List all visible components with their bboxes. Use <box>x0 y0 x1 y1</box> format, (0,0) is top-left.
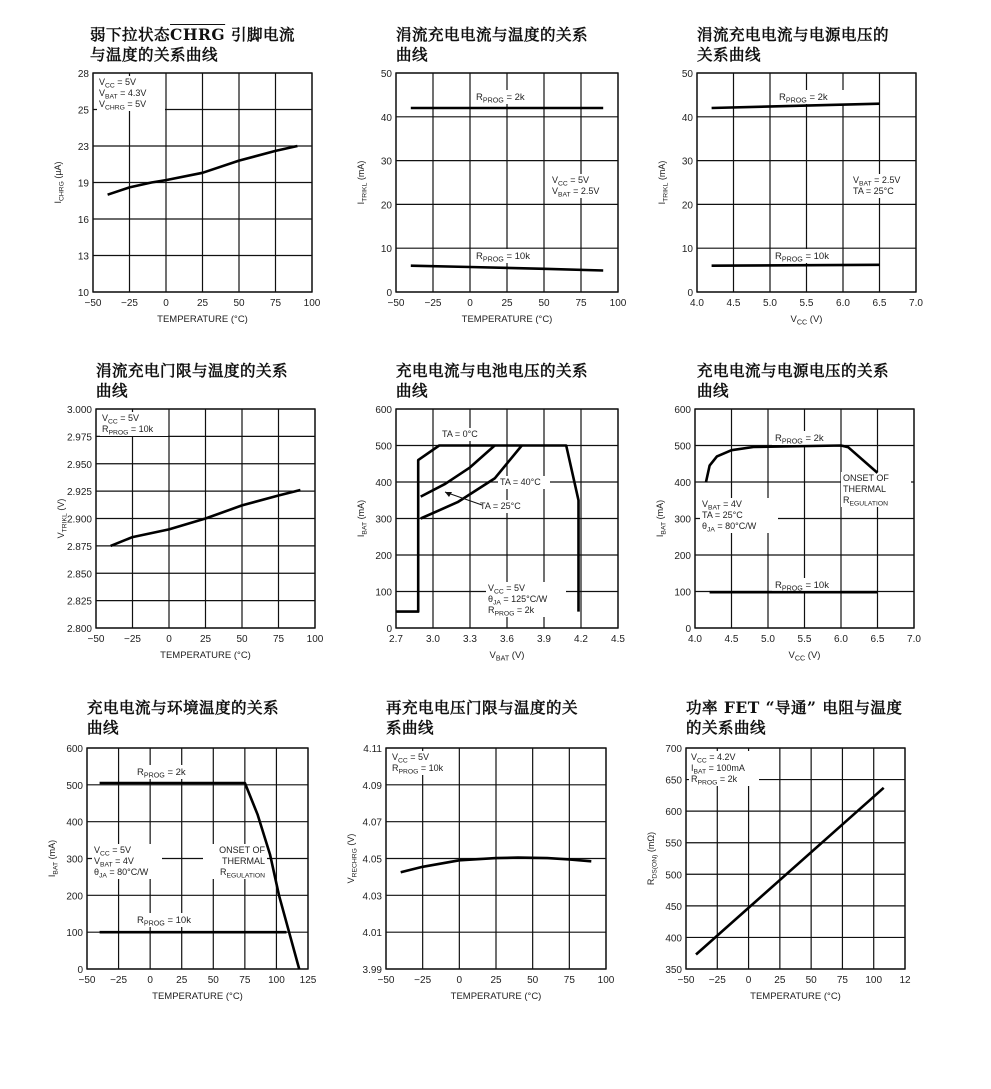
x-tick-label: 75 <box>575 298 587 309</box>
title-part: 弱下拉状态 <box>90 25 171 44</box>
annotation-text: $V_{BAT} = 2.5V$ <box>552 186 600 199</box>
title-part: 曲线 <box>396 45 429 64</box>
x-tick-label: 100 <box>865 975 883 986</box>
y-tick-label: 25 <box>77 105 89 117</box>
x-tick-label: 0 <box>147 975 153 986</box>
y-tick-label: 100 <box>674 587 691 599</box>
y-tick-label: 16 <box>77 215 89 226</box>
title-part: 系曲线 <box>386 718 435 737</box>
x-tick-label: 3.3 <box>463 634 477 645</box>
y-tick-label: 3.000 <box>66 405 92 416</box>
x-tick-label: 7.0 <box>909 298 923 309</box>
y-axis-label <box>346 834 359 884</box>
title-part: 曲线 <box>697 381 730 400</box>
x-tick-label: −50 <box>87 634 105 645</box>
title-part: 曲线 <box>96 381 129 400</box>
chart-c1 <box>53 69 321 325</box>
y-tick-label: 19 <box>77 178 89 190</box>
x-tick-label: 2.7 <box>389 634 403 645</box>
annotation-text: $\theta_{JA} = 80^\circ C/W$ <box>94 867 149 880</box>
series-label: $R_{PROG} = 2k$ <box>137 767 186 780</box>
y-tick-label: 30 <box>380 156 392 168</box>
x-tick-label: 4.5 <box>726 298 741 309</box>
y-tick-label: 400 <box>66 817 83 829</box>
y-tick-label: 10 <box>681 244 693 256</box>
x-tick-label: 100 <box>609 298 627 309</box>
annotation-text: $V_{BAT} = 4V$ <box>702 499 742 512</box>
series-label: $R_{PROG} = 2k$ <box>476 92 525 105</box>
x-tick-label: 5.0 <box>763 298 777 309</box>
annotation-text: $R_{PROG} = 2k$ <box>691 774 738 787</box>
y-tick-label: 20 <box>380 200 392 212</box>
y-tick-label: 2.825 <box>66 596 92 608</box>
y-tick-label: 0 <box>77 965 83 976</box>
y-tick-label: 50 <box>681 69 693 80</box>
x-tick-label: 3.6 <box>500 634 514 645</box>
annotation-text: THERMAL <box>843 484 887 494</box>
annotation-text: $V_{BAT} = 2.5V$ <box>853 175 901 188</box>
annotation-text: TA = 25°C <box>853 186 894 196</box>
annotation-text: TA = 40°C <box>500 477 541 487</box>
title-part: 的关系曲线 <box>686 718 767 737</box>
annotation-text: $R_{PROG} = 10k$ <box>392 763 444 776</box>
series-label: $R_{PROG} = 10k$ <box>137 915 191 928</box>
y-tick-label: 2.800 <box>66 624 92 635</box>
x-tick-label: 0 <box>467 298 473 309</box>
x-axis-label: $V_{BAT}$ (V) <box>489 650 525 663</box>
title-part: 充电电流与环境温度的关系 <box>87 698 280 717</box>
x-axis-label: TEMPERATURE (°C) <box>160 650 251 661</box>
svg-text:IBAT (mA): $I_{BAT}$ (mA) <box>655 499 668 538</box>
x-tick-label: −50 <box>377 975 395 986</box>
chart-c9 <box>646 744 911 1002</box>
x-tick-label: 75 <box>269 298 282 309</box>
series-label: $R_{PROG} = 2k$ <box>779 92 828 105</box>
y-tick-label: 0 <box>685 624 691 635</box>
annotation-text: $V_{BAT} = 4.3V$ <box>99 88 147 101</box>
annotation-text: $\theta_{JA} = 125^\circ C/W$ <box>488 594 548 607</box>
y-tick-label: 500 <box>665 870 682 882</box>
chart-c6 <box>655 405 921 663</box>
y-tick-label: 200 <box>66 891 83 903</box>
series-label: $R_{PROG} = 10k$ <box>775 580 829 593</box>
y-tick-label: 650 <box>665 775 682 787</box>
x-tick-label: −50 <box>677 975 695 986</box>
y-tick-label: 4.07 <box>362 817 382 829</box>
y-tick-label: 0 <box>386 624 392 635</box>
x-tick-label: 4.0 <box>690 298 704 309</box>
y-tick-label: 700 <box>665 744 682 755</box>
annotation-text: ONSET OF <box>219 845 265 855</box>
x-tick-label: 3.0 <box>426 634 440 645</box>
annotation-text: THERMAL <box>221 856 265 866</box>
y-axis-label <box>655 500 668 537</box>
annotation-text: $V_{CC} = 5V$ <box>99 77 137 90</box>
data-series-line <box>421 446 495 497</box>
svg-text:ICHRG (µA): $I_{CHRG}$ (µA) <box>53 161 66 204</box>
y-tick-label: 2.925 <box>66 487 92 499</box>
data-series-line <box>696 788 884 955</box>
y-axis-label <box>53 161 66 203</box>
y-tick-label: 400 <box>665 933 682 945</box>
y-axis-label <box>646 832 659 885</box>
svg-text:IBAT (mA): $I_{BAT}$ (mA) <box>356 499 369 538</box>
x-tick-label: 75 <box>239 975 251 986</box>
y-tick-label: 2.975 <box>66 432 92 444</box>
y-axis-label <box>56 499 69 539</box>
y-tick-label: 0 <box>386 288 392 299</box>
title-part: 充电电流与电源电压的关系 <box>697 361 890 380</box>
x-tick-label: 100 <box>306 634 324 645</box>
y-tick-label: 400 <box>674 478 691 489</box>
y-tick-label: 40 <box>681 112 693 124</box>
x-axis-label: TEMPERATURE (°C) <box>152 991 243 1002</box>
x-axis-label: TEMPERATURE (°C) <box>450 991 542 1002</box>
x-tick-label: 50 <box>805 975 817 986</box>
x-tick-label: 25 <box>774 975 786 986</box>
series-label: $R_{PROG} = 10k$ <box>476 251 530 264</box>
x-tick-label: −50 <box>84 298 102 309</box>
x-tick-label: 3.9 <box>537 634 551 645</box>
y-tick-label: 500 <box>674 441 691 453</box>
x-tick-label: 25 <box>490 975 502 986</box>
y-tick-label: 300 <box>674 514 691 526</box>
annotation-text: $I_{BAT} = 100mA$ <box>691 763 745 776</box>
title-part: 曲线 <box>87 718 120 737</box>
x-tick-label: 50 <box>236 634 248 645</box>
y-axis-label <box>356 161 369 205</box>
y-tick-label: 600 <box>66 744 83 755</box>
x-tick-label: −50 <box>78 975 96 986</box>
y-tick-label: 3.99 <box>362 965 382 976</box>
x-tick-label: 50 <box>207 975 219 986</box>
chart-c7 <box>47 744 317 1002</box>
title-part: 功率 FET “导通” 电阻与温度 <box>686 698 903 717</box>
svg-text:VRECHRG (V): $V_{RECHRG}$ (V) <box>346 833 359 884</box>
y-tick-label: 4.05 <box>362 854 382 866</box>
data-series-line <box>712 265 880 266</box>
chart-c8 <box>346 744 615 1002</box>
x-tick-label: 4.5 <box>611 634 625 645</box>
series-label: $R_{PROG} = 10k$ <box>775 251 829 264</box>
x-tick-label: 0 <box>745 975 752 986</box>
x-tick-label: −25 <box>110 975 128 986</box>
x-tick-label: −25 <box>424 298 442 309</box>
series-label: $R_{PROG} = 2k$ <box>775 433 824 446</box>
y-tick-label: 500 <box>66 780 83 792</box>
x-tick-label: 25 <box>176 975 188 986</box>
x-tick-label: 100 <box>597 975 615 986</box>
x-axis-label: $V_{CC}$ (V) <box>788 650 821 663</box>
annotation-text: TA = 25°C <box>480 501 521 511</box>
x-tick-label: 75 <box>836 975 848 986</box>
x-tick-label: 6.5 <box>872 298 887 309</box>
svg-text:ITRIKL (mA): $I_{TRIKL}$ (mA) <box>356 160 369 205</box>
y-tick-label: 20 <box>681 200 693 212</box>
x-tick-label: 0 <box>456 975 463 986</box>
x-tick-label: 125 <box>299 975 317 986</box>
x-tick-label: 6.0 <box>834 634 848 645</box>
x-tick-label: 75 <box>563 975 575 986</box>
title-part: 涓流充电门限与温度的关系 <box>96 361 289 380</box>
x-tick-label: 4.5 <box>724 634 739 645</box>
y-tick-label: 13 <box>77 251 89 263</box>
annotation-text: $R_{EGULATION}$ <box>843 495 889 508</box>
y-tick-label: 4.11 <box>363 744 382 755</box>
x-axis-label: TEMPERATURE (°C) <box>157 314 248 325</box>
annotation-text: TA = 25°C <box>702 510 743 520</box>
y-tick-label: 200 <box>375 551 392 562</box>
annotation-text: TA = 0°C <box>442 429 478 439</box>
y-tick-label: 100 <box>66 928 83 940</box>
title-part: 曲线 <box>396 381 429 400</box>
y-tick-label: 550 <box>665 838 682 850</box>
annotation-text: $R_{PROG} = 2k$ <box>488 605 535 618</box>
x-tick-label: 5.5 <box>799 298 814 309</box>
x-tick-label: 100 <box>268 975 285 986</box>
x-tick-label: 5.5 <box>797 634 812 645</box>
title-part: 关系曲线 <box>697 45 762 64</box>
x-tick-label: −25 <box>708 975 726 986</box>
y-tick-label: 4.09 <box>362 780 382 792</box>
y-tick-label: 300 <box>375 514 392 526</box>
annotation-text: $V_{BAT} = 4V$ <box>94 856 134 869</box>
x-tick-label: 25 <box>199 634 212 645</box>
y-tick-label: 4.03 <box>362 891 382 903</box>
chart-c4 <box>56 405 324 661</box>
annotation-text: ONSET OF <box>843 473 889 483</box>
y-tick-label: 600 <box>665 807 682 819</box>
chart-c5 <box>356 405 625 663</box>
title-part: 涓流充电电流与电源电压的 <box>697 25 890 44</box>
x-tick-label: 4.2 <box>574 634 588 645</box>
y-tick-label: 350 <box>665 965 682 976</box>
y-tick-label: 2.875 <box>66 541 92 553</box>
y-tick-label: 600 <box>674 405 691 416</box>
annotation-text: $V_{CC} = 5V$ <box>102 413 140 426</box>
y-tick-label: 500 <box>375 441 392 453</box>
y-tick-label: 40 <box>380 112 392 124</box>
annotation-text: $\theta_{JA} = 80^\circ C/W$ <box>702 521 757 534</box>
annotation-text: $V_{CC} = 5V$ <box>488 583 526 596</box>
title-part: 与温度的关系曲线 <box>90 45 219 64</box>
annotation-text: $V_{CC} = 4.2V$ <box>691 752 736 765</box>
svg-text:VTRIKL (V): $V_{TRIKL}$ (V) <box>56 498 69 539</box>
x-tick-label: 5.0 <box>761 634 775 645</box>
y-axis-label <box>657 161 670 205</box>
x-tick-label: 50 <box>233 298 245 309</box>
annotation-text: $V_{CC} = 5V$ <box>552 175 590 188</box>
y-tick-label: 300 <box>66 854 83 866</box>
y-tick-label: 50 <box>380 69 392 80</box>
x-tick-label: 7.0 <box>907 634 921 645</box>
svg-text:ITRIKL (mA): $I_{TRIKL}$ (mA) <box>657 160 670 205</box>
y-axis-label <box>356 500 369 537</box>
svg-text:IBAT (mA): $I_{BAT}$ (mA) <box>47 839 60 878</box>
x-tick-label: 0 <box>163 298 169 309</box>
x-axis-label: TEMPERATURE (°C) <box>461 314 553 325</box>
y-tick-label: 450 <box>665 901 682 913</box>
y-tick-label: 0 <box>687 288 693 299</box>
annotation-text: $R_{PROG} = 10k$ <box>102 424 154 437</box>
x-tick-label: 75 <box>272 634 285 645</box>
y-tick-label: 28 <box>77 69 89 80</box>
x-tick-label: 6.5 <box>870 634 885 645</box>
x-tick-label: 12 <box>899 975 911 986</box>
x-tick-label: −25 <box>121 298 138 309</box>
x-tick-label: 50 <box>527 975 539 986</box>
y-axis-label <box>47 840 60 877</box>
y-tick-label: 600 <box>375 405 392 416</box>
title-part: 充电电流与电池电压的关系 <box>396 361 589 380</box>
chart-c2 <box>356 69 627 325</box>
y-tick-label: 10 <box>380 244 392 256</box>
x-tick-label: 0 <box>166 634 172 645</box>
y-tick-label: 10 <box>77 288 89 299</box>
x-tick-label: 25 <box>196 298 209 309</box>
title-part: 再充电电压门限与温度的关 <box>386 698 579 717</box>
x-axis-label: $V_{CC}$ (V) <box>790 314 823 327</box>
annotation-text: $V_{CC} = 5V$ <box>94 845 132 858</box>
y-tick-label: 30 <box>681 156 693 168</box>
y-tick-label: 100 <box>375 587 392 599</box>
y-tick-label: 4.01 <box>362 928 382 940</box>
annotation-text: $V_{CHRG} = 5V$ <box>99 99 147 112</box>
svg-text:RDS(ON) (mΩ): $R_{DS(ON)}$ (mΩ) <box>646 831 659 886</box>
annotation-text: $R_{EGULATION}$ <box>219 867 265 880</box>
y-tick-label: 23 <box>77 142 89 153</box>
x-tick-label: −25 <box>414 975 432 986</box>
y-tick-label: 2.850 <box>66 569 92 581</box>
title-part-overline: CHRG <box>170 25 226 44</box>
x-tick-label: 25 <box>501 298 513 309</box>
annotation-text: $V_{CC} = 5V$ <box>392 752 430 765</box>
x-tick-label: 4.0 <box>688 634 702 645</box>
title-part: 引脚电流 <box>225 25 296 44</box>
title-part: 涓流充电电流与温度的关系 <box>396 25 589 44</box>
x-tick-label: 6.0 <box>836 298 850 309</box>
x-axis-label: TEMPERATURE (°C) <box>750 991 841 1002</box>
y-tick-label: 2.900 <box>66 514 92 526</box>
x-tick-label: 50 <box>538 298 550 309</box>
y-tick-label: 200 <box>674 551 691 562</box>
y-tick-label: 2.950 <box>66 459 92 471</box>
x-tick-label: −50 <box>387 298 405 309</box>
y-tick-label: 400 <box>375 478 392 489</box>
x-tick-label: 100 <box>303 298 321 309</box>
chart-c3 <box>657 69 923 327</box>
x-tick-label: −25 <box>124 634 141 645</box>
